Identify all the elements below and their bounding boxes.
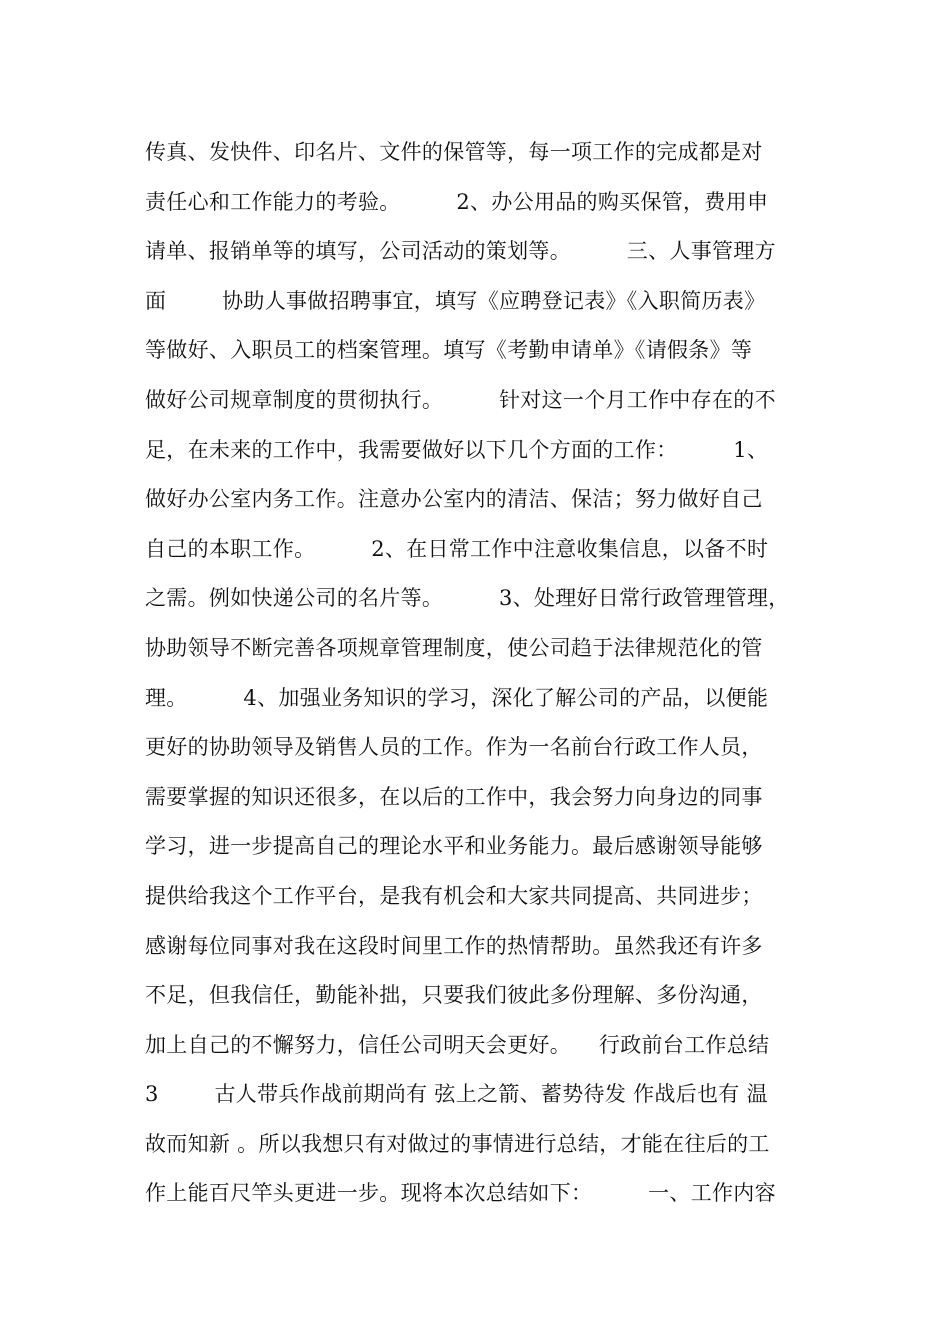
text-line: 之需。例如快递公司的名片等。 3、处理好日常行政管理管理，: [145, 586, 790, 611]
text-line: 自己的本职工作。 2、在日常工作中注意收集信息，以备不时: [145, 536, 769, 561]
text-line: 加上自己的不懈努力，信任公司明天会更好。 行政前台工作总结: [145, 1032, 770, 1057]
text-line: 学习，进一步提高自己的理论水平和业务能力。最后感谢领导能够: [145, 834, 763, 859]
text-line: 感谢每位同事对我在这段时间里工作的热情帮助。虽然我还有许多: [145, 933, 763, 958]
text-line: 足，在未来的工作中，我需要做好以下几个方面的工作： 1、: [145, 437, 769, 462]
text-line: 不足，但我信任，勤能补拙，只要我们彼此多份理解、多份沟通，: [145, 983, 763, 1008]
text-line: 需要掌握的知识还很多，在以后的工作中，我会努力向身边的同事: [145, 784, 763, 809]
text-line: 做好公司规章制度的贯彻执行。 针对这一个月工作中存在的不: [145, 387, 776, 412]
body-text: [145, 128, 815, 1219]
text-line: 作上能百尺竿头更进一步。现将本次总结如下： 一、工作内容: [145, 1181, 776, 1206]
text-line: 传真、发快件、印名片、文件的保管等，每一项工作的完成都是对: [145, 140, 763, 164]
text-line: 等做好、入职员工的档案管理。填写《考勤申请单》《请假条》等: [145, 338, 753, 363]
text-line: 故而知新 。所以我想只有对做过的事情进行总结，才能在往后的工: [145, 1131, 770, 1156]
text-line: 提供给我这个工作平台，是我有机会和大家共同提高、共同进步；: [145, 883, 763, 908]
text-line: 做好办公室内务工作。注意办公室内的清洁、保洁；努力做好自己: [145, 487, 763, 512]
text-line: 请单、报销单等的填写，公司活动的策划等。 三、人事管理方: [145, 239, 776, 264]
text-line: 3 古人带兵作战前期尚有 弦上之箭、蓄势待发 作战后也有 温: [145, 1082, 768, 1107]
text-line: 协助领导不断完善各项规章管理制度，使公司趋于法律规范化的管: [145, 635, 763, 660]
text-line: 面 协助人事做招聘事宜，填写《应聘登记表》《入职简历表》: [145, 288, 766, 313]
text-line: 理。 4、加强业务知识的学习，深化了解公司的产品，以便能: [145, 685, 769, 710]
text-line: 更好的协助领导及销售人员的工作。作为一名前台行政工作人员，: [145, 735, 763, 760]
text-line: 责任心和工作能力的考验。 2、办公用品的购买保管，费用申: [145, 189, 769, 214]
